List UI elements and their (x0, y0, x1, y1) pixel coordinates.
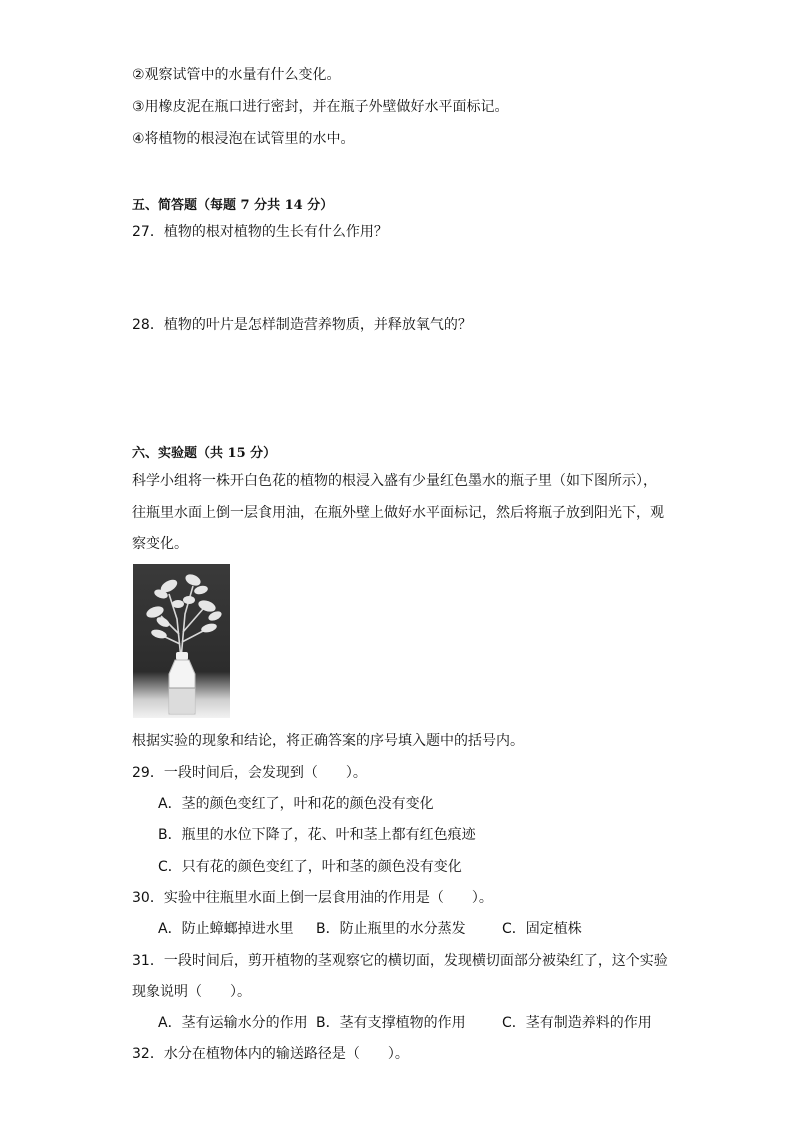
question-31-options (158, 1013, 678, 1033)
experiment-intro-line-2: 往瓶里水面上倒一层食用油，在瓶外壁上做好水平面标记，然后将瓶子放到阳光下，观 (132, 505, 664, 521)
section-6-heading: 六、实验题（共 15 分） (132, 446, 277, 461)
question-31-stem-line-2: 现象说明（ ）。 (132, 984, 251, 1000)
plant-in-bottle-image (133, 564, 230, 718)
question-30-options (158, 919, 678, 939)
question-30-stem: 30．实验中往瓶里水面上倒一层食用油的作用是（ ）。 (132, 890, 493, 906)
step-3: ③用橡皮泥在瓶口进行密封，并在瓶子外壁做好水平面标记。 (132, 99, 509, 115)
question-30-option-b: B．防止瓶里的水分蒸发 (316, 921, 466, 937)
instruction: 根据实验的现象和结论，将正确答案的序号填入题中的括号内。 (132, 733, 524, 749)
question-30-option-c: C．固定植株 (502, 921, 582, 937)
question-31-stem-line-1: 31．一段时间后，剪开植物的茎观察它的横切面，发现横切面部分被染红了，这个实验 (132, 953, 668, 969)
question-29-option-c: C．只有花的颜色变红了，叶和茎的颜色没有变化 (158, 859, 462, 875)
question-29-option-b: B．瓶里的水位下降了，花、叶和茎上都有红色痕迹 (158, 827, 476, 843)
question-31-option-c: C．茎有制造养料的作用 (502, 1015, 652, 1031)
section-5-heading: 五、简答题（每题 7 分共 14 分） (132, 198, 334, 213)
question-29-stem: 29．一段时间后，会发现到（ ）。 (132, 765, 367, 781)
question-31-option-a: A．茎有运输水分的作用 (158, 1015, 308, 1031)
question-30-option-a: A．防止蟑螂掉进水里 (158, 921, 294, 937)
question-29-option-a: A．茎的颜色变红了，叶和花的颜色没有变化 (158, 796, 434, 812)
experiment-photo (133, 564, 230, 718)
step-2: ②观察试管中的水量有什么变化。 (132, 67, 341, 83)
experiment-intro-line-3: 察变化。 (132, 536, 188, 552)
step-4: ④将植物的根浸泡在试管里的水中。 (132, 131, 355, 147)
question-32-stem: 32．水分在植物体内的输送路径是（ ）。 (132, 1046, 409, 1062)
experiment-intro-line-1: 科学小组将一株开白色花的植物的根浸入盛有少量红色墨水的瓶子里（如下图所示）， (132, 473, 657, 489)
question-31-option-b: B．茎有支撑植物的作用 (316, 1015, 466, 1031)
question-28: 28．植物的叶片是怎样制造营养物质，并释放氧气的？ (132, 317, 472, 333)
question-27: 27．植物的根对植物的生长有什么作用？ (132, 224, 388, 240)
